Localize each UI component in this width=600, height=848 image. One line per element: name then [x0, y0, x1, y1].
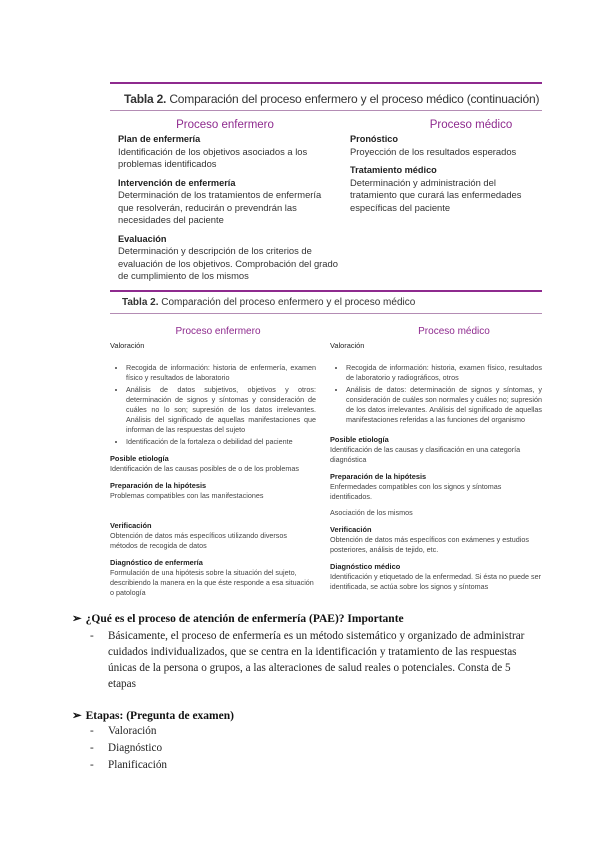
section-heading: Pronóstico: [350, 134, 398, 144]
etapas-section: [72, 708, 572, 773]
valoracion-label: Valoración: [110, 341, 145, 350]
nursing-column: [110, 133, 338, 283]
table-title: [110, 84, 542, 110]
etapa-label: Planificación: [108, 759, 168, 771]
section-heading: Intervención de enfermería: [118, 177, 236, 188]
section-text-extra: Asociación de los mismos: [330, 508, 413, 517]
table-continuation: [110, 82, 542, 283]
section-text: Determinación y administración del tratamiento que curará las enfermedades específicas del paciente: [350, 176, 522, 213]
etapa-label: Valoración: [108, 725, 157, 737]
table-title-text: Comparación del proceso enfermero y el proceso médico: [158, 297, 416, 308]
section-text: Identificación de los objetivos asociados a los problemas identificados: [118, 145, 308, 169]
list-item: • Análisis de datos: determinación de signos y síntomas, y consideración de cuáles son normales y cuáles no; supresión de los datos irrelevantes. Análisis del significado de aquellas manifestaciones referidas a las funciones del organismo: [346, 385, 542, 425]
table-title-number: Tabla 2.: [124, 92, 167, 106]
list-item: • Recogida de información: historia, examen físico, resultados de laboratorio y radiográficos, otros: [346, 363, 542, 383]
arrow-bullet-icon: ➢: [72, 710, 82, 722]
arrow-bullet-icon: ➢: [72, 613, 82, 625]
table-title-rule: [110, 110, 542, 111]
column-header-nursing: Proceso enfermero: [175, 326, 261, 337]
nursing-column: [110, 341, 324, 598]
list-item: • Análisis de datos subjetivos, objetivos y otros: determinación de signos y síntomas y consideración de cuáles no lo son; supresión de los datos irrelevantes. Análisis del significado de aquellas manifestaciones que informan de las respuestas del sujeto: [126, 385, 316, 435]
etapas-heading: [72, 708, 572, 722]
section-heading: Plan de enfermería: [118, 134, 201, 144]
dash-bullet: -: [90, 759, 94, 771]
section-text: Enfermedades compatibles con los signos y síntomas identificados.: [330, 482, 502, 501]
section-heading: Posible etiología: [330, 435, 389, 444]
column-header-nursing: Proceso enfermero: [176, 119, 274, 131]
answer-item: [72, 628, 572, 692]
section-heading: Diagnóstico médico: [330, 562, 401, 571]
etapas-list: [72, 723, 572, 773]
section-heading: Verificación: [110, 521, 152, 530]
dash-bullet: -: [90, 742, 94, 754]
table-title-number: Tabla 2.: [122, 297, 159, 308]
medical-column: [338, 133, 538, 283]
etapa-label: Diagnóstico: [108, 742, 163, 754]
section-text: Proyección de los resultados esperados: [350, 145, 517, 157]
section-heading: Verificación: [330, 525, 372, 534]
table-comparison: [110, 290, 542, 598]
section-text: Identificación y etiquetado de la enfermedad. Si ésta no puede ser identificada, se actúa sobre los signos y síntomas: [330, 572, 541, 591]
section-heading: Tratamiento médico: [350, 165, 437, 175]
table-title: [110, 292, 542, 313]
answer-text: Básicamente, el proceso de enfermería es un método sistemático y organizado de administrar cuidados individualizados, que se centra en la identificación y tratamiento de las respuestas únicas de la persona o grupos, a las alteraciones de salud reales o potenciales. Consta de 5 etapas: [108, 630, 525, 690]
section-heading: Posible etiología: [110, 454, 169, 463]
medical-column: [324, 341, 542, 598]
question-heading: [72, 611, 572, 625]
notes-section: [72, 611, 572, 773]
column-header-medical: Proceso médico: [418, 326, 490, 337]
valoracion-list: [330, 363, 542, 425]
section-text: Identificación de las causas posibles de o de los problemas: [110, 464, 299, 473]
list-item: [72, 757, 572, 773]
section-heading: Preparación de la hipótesis: [330, 472, 427, 481]
dash-bullet: -: [90, 630, 94, 642]
section-heading: Preparación de la hipótesis: [110, 481, 207, 490]
section-text: Identificación de las causas y clasificación en una categoría diagnóstica: [330, 445, 521, 464]
etapas-heading-text: Etapas: (Pregunta de examen): [85, 710, 234, 722]
section-text: Determinación y descripción de los criterios de evaluación de los objetivos. Comprobación del grado de cumplimiento de los mismos: [118, 245, 338, 281]
question-text: ¿Qué es el proceso de atención de enfermería (PAE)? Importante: [85, 613, 404, 625]
section-text: Obtención de datos más específicos utilizando diversos métodos de recogida de datos: [110, 531, 287, 550]
list-item: [72, 723, 572, 739]
valoracion-label: Valoración: [330, 341, 365, 350]
section-text: Obtención de datos más específicos con exámenes y estudios posteriores, análisis de tejido, etc.: [330, 535, 529, 554]
list-item: • Identificación de la fortaleza o debilidad del paciente: [126, 437, 316, 447]
column-header-medical: Proceso médico: [429, 119, 513, 131]
section-text: Determinación de los tratamientos de enfermería que resolverán, reducirán o prevendrán las necesidades del paciente: [118, 189, 322, 225]
section-text: Formulación de una hipótesis sobre la situación del sujeto, describiendo la manera en la que éste responde a esa situación o patología: [110, 568, 314, 597]
section-text: Problemas compatibles con las manifestaciones: [110, 491, 264, 500]
section-heading: Diagnóstico de enfermería: [110, 558, 203, 567]
table-title-text: Comparación del proceso enfermero y el proceso médico (continuación): [166, 92, 540, 106]
table-title-rule: [110, 313, 542, 314]
list-item: [72, 740, 572, 756]
section-heading: Evaluación: [118, 233, 167, 244]
dash-bullet: -: [90, 725, 94, 737]
list-item: • Recogida de información: historia de enfermería, examen físico y resultados de laboratorio: [126, 363, 316, 383]
valoracion-list: [110, 363, 316, 447]
